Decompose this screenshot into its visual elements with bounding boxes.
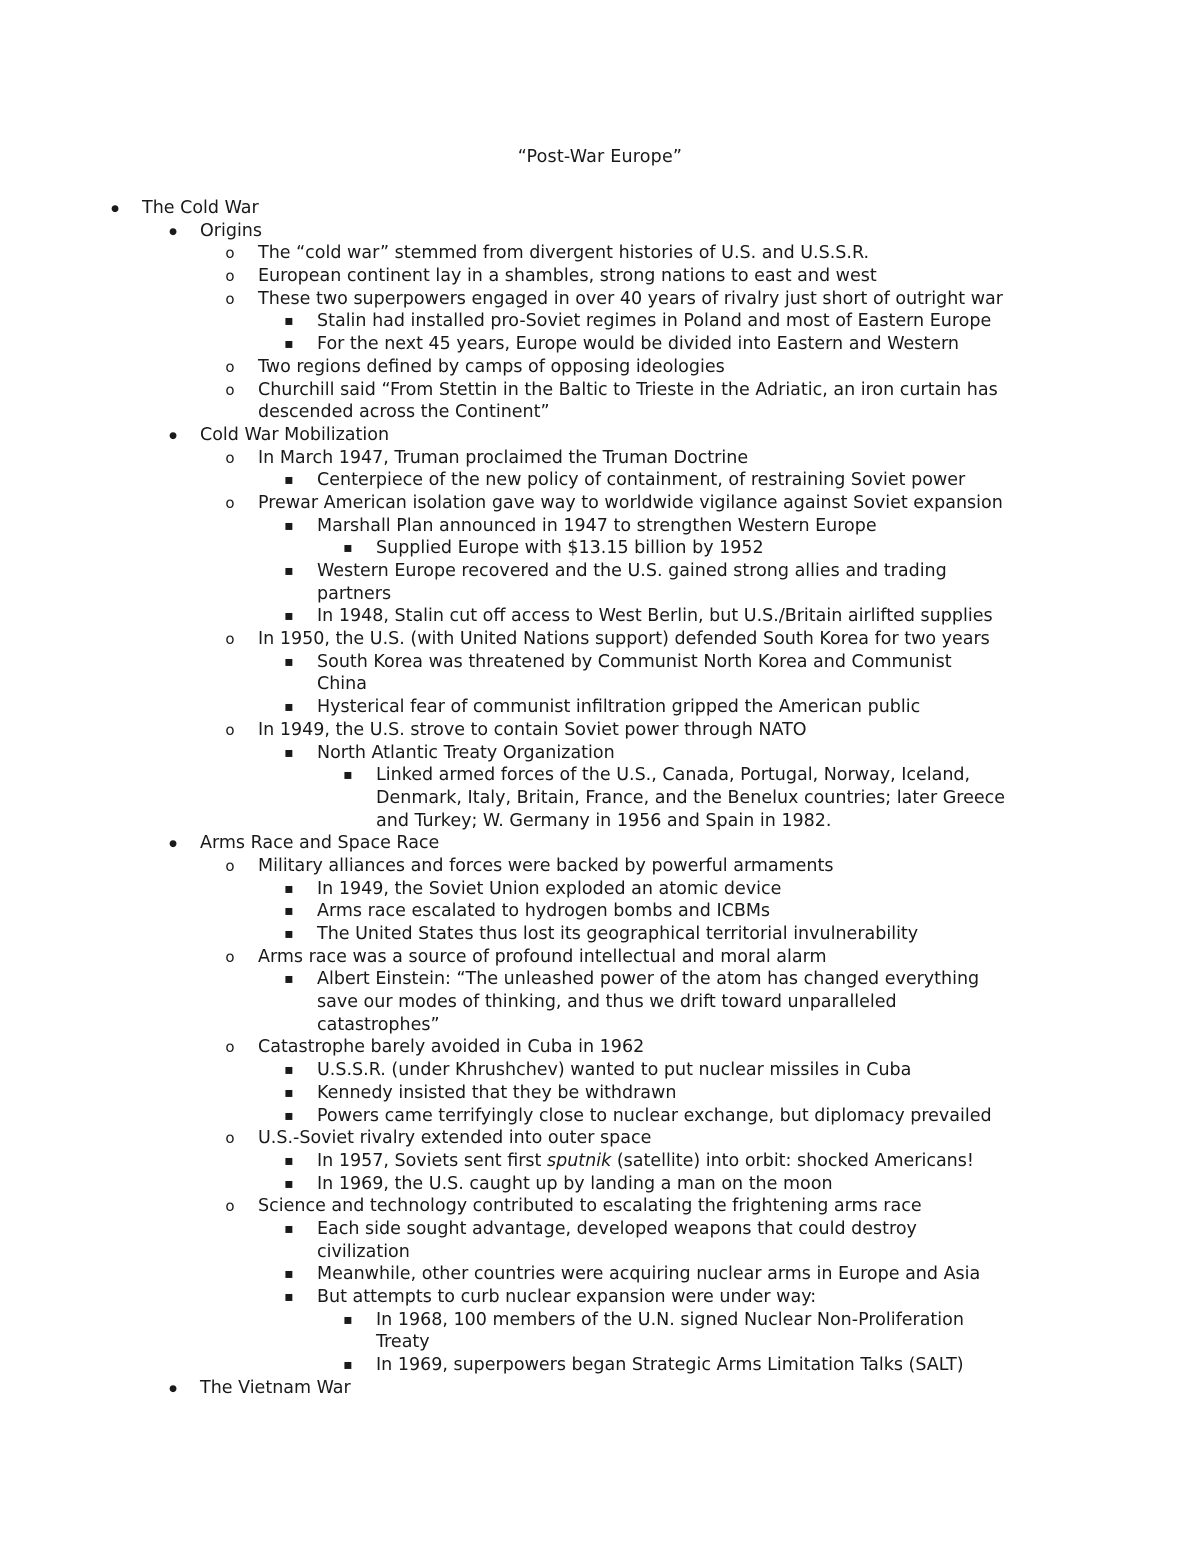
square-bullet-icon bbox=[341, 1354, 355, 1378]
outline-item-text: In 1949, the U.S. strove to contain Soviet power through NATO bbox=[258, 719, 807, 740]
outline-item-text: The Cold War bbox=[142, 198, 259, 218]
outline-item-level-4 bbox=[0, 878, 1200, 901]
square-bullet-icon bbox=[282, 1218, 296, 1242]
outline-item-level-4 bbox=[0, 560, 1200, 583]
outline-item-level-4 bbox=[0, 1173, 1200, 1196]
outline-item-level-4 bbox=[0, 968, 1200, 991]
square-bullet-icon bbox=[282, 1263, 296, 1287]
circle-bullet-icon bbox=[223, 379, 237, 402]
outline-item-level-4 bbox=[0, 1082, 1200, 1105]
outline-item-level-2 bbox=[0, 1377, 1200, 1400]
square-bullet-icon bbox=[282, 1059, 296, 1083]
outline-item-text: Meanwhile, other countries were acquiring nuclear arms in Europe and Asia bbox=[317, 1264, 981, 1285]
outline-item-text: Linked armed forces of the U.S., Canada, Portugal, Norway, Iceland, bbox=[376, 765, 971, 786]
circle-bullet-icon bbox=[223, 356, 237, 379]
outline-item-text: In 1948, Stalin cut off access to West Berlin, but U.S./Britain airlifted supplies bbox=[317, 606, 993, 627]
square-bullet-icon bbox=[341, 764, 355, 788]
outline-item-text: In 1968, 100 members of the U.N. signed Nuclear Non-Proliferation bbox=[376, 1309, 964, 1330]
outline-item-text: Military alliances and forces were backed by powerful armaments bbox=[258, 855, 834, 876]
outline-item-level-3 bbox=[0, 628, 1200, 651]
outline-item-text: China bbox=[317, 674, 367, 695]
outline-item-level-3 bbox=[0, 719, 1200, 742]
circle-bullet-icon bbox=[223, 1127, 237, 1150]
square-bullet-icon bbox=[282, 1105, 296, 1129]
outline-item-continuation bbox=[0, 401, 1200, 424]
square-bullet-icon bbox=[282, 1286, 296, 1310]
outline-item-continuation bbox=[0, 991, 1200, 1014]
outline-item-level-2 bbox=[0, 220, 1200, 243]
outline-item-text: Prewar American isolation gave way to worldwide vigilance against Soviet expansion bbox=[258, 492, 1003, 513]
outline-item-level-3 bbox=[0, 946, 1200, 969]
outline-item-level-3 bbox=[0, 855, 1200, 878]
outline-item-text: North Atlantic Treaty Organization bbox=[317, 742, 615, 763]
circle-bullet-icon bbox=[223, 242, 237, 265]
square-bullet-icon bbox=[282, 310, 296, 334]
outline-item-level-3 bbox=[0, 356, 1200, 379]
outline-item-level-4 bbox=[0, 1059, 1200, 1082]
outline-item-text: In March 1947, Truman proclaimed the Truman Doctrine bbox=[258, 447, 749, 468]
outline-item-text: Kennedy insisted that they be withdrawn bbox=[317, 1082, 677, 1103]
outline-item-text: Science and technology contributed to escalating the frightening arms race bbox=[258, 1196, 922, 1217]
outline-item-text: U.S.-Soviet rivalry extended into outer space bbox=[258, 1128, 652, 1149]
outline-item-text: In 1950, the U.S. (with United Nations support) defended South Korea for two years bbox=[258, 629, 990, 650]
circle-bullet-icon bbox=[223, 492, 237, 515]
square-bullet-icon bbox=[282, 515, 296, 539]
outline-item-text: Cold War Mobilization bbox=[200, 424, 390, 445]
outline-item-level-3 bbox=[0, 379, 1200, 402]
outline-item-continuation bbox=[0, 1331, 1200, 1354]
outline-item-level-4 bbox=[0, 515, 1200, 538]
outline-item-level-4 bbox=[0, 605, 1200, 628]
outline-item-level-5 bbox=[0, 537, 1200, 560]
circle-bullet-icon bbox=[223, 1036, 237, 1059]
outline-item-continuation bbox=[0, 810, 1200, 833]
outline-item-level-4 bbox=[0, 696, 1200, 719]
disc-bullet-icon bbox=[166, 1377, 180, 1403]
outline-item-text: Hysterical fear of communist infiltration gripped the American public bbox=[317, 697, 921, 718]
square-bullet-icon bbox=[282, 1173, 296, 1197]
outline-item-text: and Turkey; W. Germany in 1956 and Spain in 1982. bbox=[376, 810, 832, 831]
outline-item-level-4 bbox=[0, 923, 1200, 946]
outline-item-level-4 bbox=[0, 1105, 1200, 1128]
outline-item-continuation bbox=[0, 673, 1200, 696]
outline-item-text: descended across the Continent” bbox=[258, 402, 550, 423]
outline-item-level-2 bbox=[0, 424, 1200, 447]
outline-item-text: Western Europe recovered and the U.S. gained strong allies and trading bbox=[317, 561, 947, 581]
square-bullet-icon bbox=[282, 878, 296, 902]
outline-item-text: But attempts to curb nuclear expansion were under way: bbox=[317, 1287, 817, 1307]
outline-item-text: save our modes of thinking, and thus we drift toward unparalleled bbox=[317, 992, 897, 1013]
outline-item-text: Arms race was a source of profound intellectual and moral alarm bbox=[258, 946, 827, 967]
outline-item-text: European continent lay in a shambles, strong nations to east and west bbox=[258, 266, 877, 287]
outline-item-text: Powers came terrifyingly close to nuclear exchange, but diplomacy prevailed bbox=[317, 1105, 992, 1126]
square-bullet-icon bbox=[282, 333, 296, 357]
outline-item-level-3 bbox=[0, 1195, 1200, 1218]
circle-bullet-icon bbox=[223, 719, 237, 742]
square-bullet-icon bbox=[282, 968, 296, 992]
circle-bullet-icon bbox=[223, 946, 237, 969]
outline-item-level-1 bbox=[0, 197, 1200, 220]
circle-bullet-icon bbox=[223, 265, 237, 288]
square-bullet-icon bbox=[282, 900, 296, 924]
outline-item-text: In 1957, Soviets sent first sputnik (satellite) into orbit: shocked Americans! bbox=[317, 1150, 974, 1171]
square-bullet-icon bbox=[282, 696, 296, 720]
square-bullet-icon bbox=[282, 742, 296, 766]
outline-item-continuation bbox=[0, 1241, 1200, 1264]
outline-item-text: Albert Einstein: “The unleashed power of the atom has changed everything bbox=[317, 969, 980, 990]
outline-item-level-3 bbox=[0, 1127, 1200, 1150]
outline-list bbox=[0, 197, 1200, 1399]
circle-bullet-icon bbox=[223, 1195, 237, 1218]
outline-item-level-4 bbox=[0, 1263, 1200, 1286]
outline-item-text: In 1949, the Soviet Union exploded an atomic device bbox=[317, 878, 782, 899]
square-bullet-icon bbox=[282, 1082, 296, 1106]
outline-item-text: The United States thus lost its geographical territorial invulnerability bbox=[317, 924, 919, 944]
outline-item-level-4 bbox=[0, 742, 1200, 765]
outline-item-text: Supplied Europe with $13.15 billion by 1952 bbox=[376, 538, 764, 559]
square-bullet-icon bbox=[282, 560, 296, 584]
outline-item-continuation bbox=[0, 787, 1200, 810]
outline-item-text: Each side sought advantage, developed weapons that could destroy bbox=[317, 1218, 917, 1239]
circle-bullet-icon bbox=[223, 288, 237, 311]
outline-item-text: For the next 45 years, Europe would be divided into Eastern and Western bbox=[317, 334, 959, 355]
outline-item-level-3 bbox=[0, 447, 1200, 470]
outline-item-text: The “cold war” stemmed from divergent histories of U.S. and U.S.S.R. bbox=[258, 243, 870, 264]
circle-bullet-icon bbox=[223, 447, 237, 470]
outline-item-text: Catastrophe barely avoided in Cuba in 1962 bbox=[258, 1037, 645, 1058]
document-title: “Post-War Europe” bbox=[517, 147, 683, 167]
square-bullet-icon bbox=[282, 605, 296, 629]
outline-item-text: Churchill said “From Stettin in the Baltic to Trieste in the Adriatic, an iron curtain has bbox=[258, 379, 998, 400]
outline-item-level-4 bbox=[0, 1150, 1200, 1173]
outline-item-text: U.S.S.R. (under Khrushchev) wanted to put nuclear missiles in Cuba bbox=[317, 1060, 912, 1081]
outline-item-text: partners bbox=[317, 583, 392, 604]
outline-item-text: These two superpowers engaged in over 40 years of rivalry just short of outright war bbox=[258, 288, 1003, 309]
outline-item-level-5 bbox=[0, 1354, 1200, 1377]
outline-item-level-3 bbox=[0, 242, 1200, 265]
square-bullet-icon bbox=[341, 537, 355, 561]
square-bullet-icon bbox=[341, 1309, 355, 1333]
outline-item-level-4 bbox=[0, 310, 1200, 333]
outline-item-level-4 bbox=[0, 333, 1200, 356]
outline-item-level-3 bbox=[0, 265, 1200, 288]
outline-item-level-4 bbox=[0, 1218, 1200, 1241]
outline-item-level-3 bbox=[0, 288, 1200, 311]
circle-bullet-icon bbox=[223, 628, 237, 651]
outline-item-text: The Vietnam War bbox=[200, 1377, 351, 1398]
outline-item-text: Treaty bbox=[376, 1332, 430, 1353]
outline-item-text: In 1969, superpowers began Strategic Arms Limitation Talks (SALT) bbox=[376, 1355, 964, 1376]
square-bullet-icon bbox=[282, 651, 296, 675]
outline-item-text: Denmark, Italy, Britain, France, and the Benelux countries; later Greece bbox=[376, 787, 1006, 808]
outline-item-text: Stalin had installed pro-Soviet regimes in Poland and most of Eastern Europe bbox=[317, 311, 992, 332]
square-bullet-icon bbox=[282, 923, 296, 947]
outline-item-text: catastrophes” bbox=[317, 1014, 440, 1035]
outline-item-text: Centerpiece of the new policy of containment, of restraining Soviet power bbox=[317, 470, 966, 491]
outline-item-level-4 bbox=[0, 1286, 1200, 1309]
outline-item-level-4 bbox=[0, 469, 1200, 492]
outline-item-level-4 bbox=[0, 900, 1200, 923]
outline-item-text: civilization bbox=[317, 1241, 410, 1262]
outline-item-text: Origins bbox=[200, 220, 263, 241]
outline-item-text: Arms Race and Space Race bbox=[200, 833, 440, 854]
square-bullet-icon bbox=[282, 1150, 296, 1174]
outline-item-text: Marshall Plan announced in 1947 to strengthen Western Europe bbox=[317, 515, 877, 536]
outline-item-continuation bbox=[0, 583, 1200, 606]
outline-item-level-2 bbox=[0, 832, 1200, 855]
circle-bullet-icon bbox=[223, 855, 237, 878]
outline-item-level-5 bbox=[0, 764, 1200, 787]
outline-item-level-4 bbox=[0, 651, 1200, 674]
outline-item-text: In 1969, the U.S. caught up by landing a man on the moon bbox=[317, 1173, 833, 1194]
outline-item-level-3 bbox=[0, 1036, 1200, 1059]
square-bullet-icon bbox=[282, 469, 296, 493]
outline-item-continuation bbox=[0, 1014, 1200, 1037]
outline-item-level-3 bbox=[0, 492, 1200, 515]
outline-item-text: Two regions defined by camps of opposing ideologies bbox=[258, 356, 725, 377]
outline-item-level-5 bbox=[0, 1309, 1200, 1332]
outline-item-text: Arms race escalated to hydrogen bombs and ICBMs bbox=[317, 901, 771, 922]
outline-item-text: South Korea was threatened by Communist North Korea and Communist bbox=[317, 651, 952, 672]
